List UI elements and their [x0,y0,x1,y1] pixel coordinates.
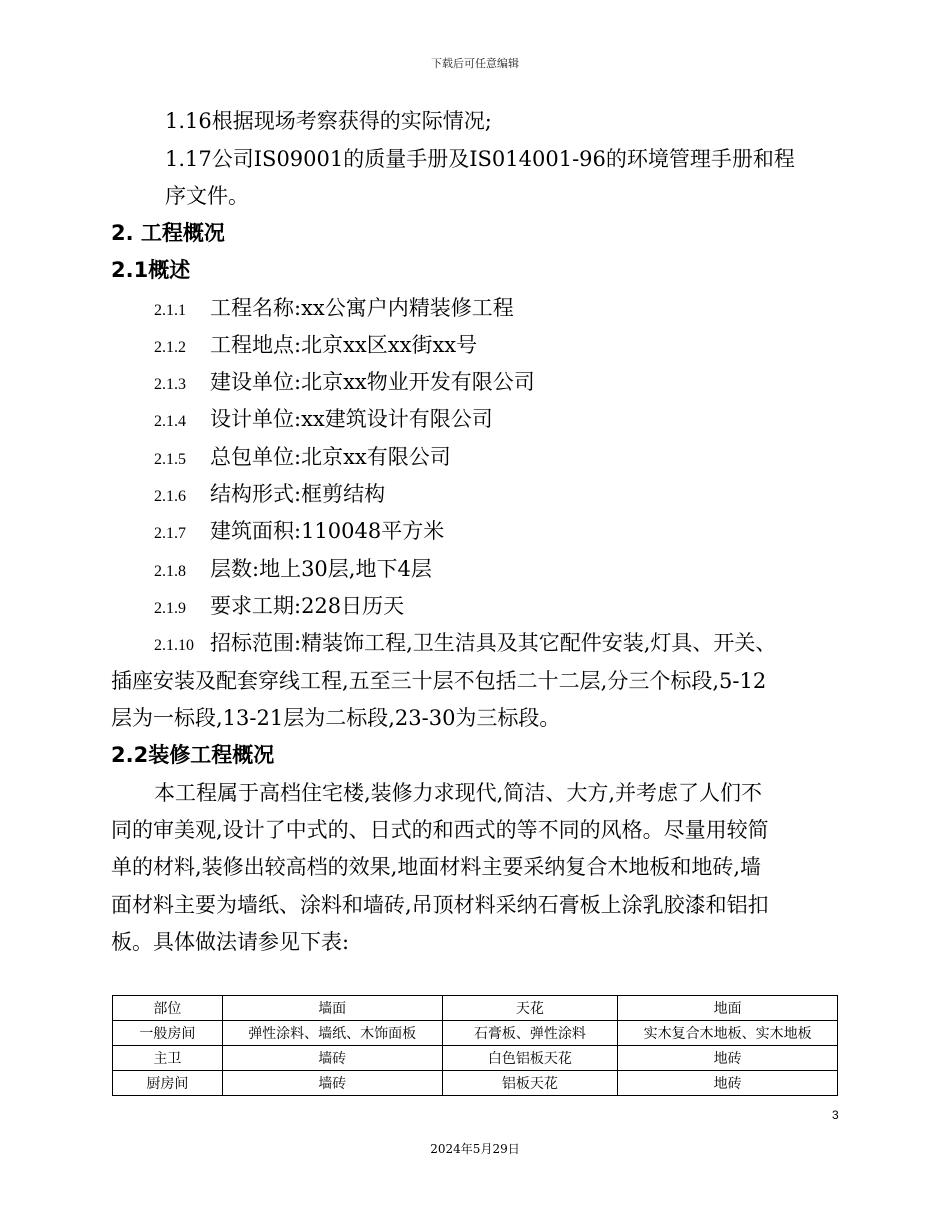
page-number: 3 [832,1108,839,1122]
table-header-cell: 天花 [442,996,618,1021]
item-text: 工程地点:北京xx区xx街xx号 [210,333,478,357]
item-number: 2.1.9 [154,600,186,617]
table-cell: 弹性涂料、墙纸、木饰面板 [222,1021,442,1046]
overview-item [154,521,444,542]
table-cell: 白色铝板天花 [442,1046,618,1071]
table-cell: 实木复合木地板、实木地板 [618,1021,838,1046]
finishes-table [112,995,838,1096]
item-number: 2.1.6 [154,488,186,505]
overview-item [154,559,432,580]
page-header: 下载后可任意编辑 [431,57,519,70]
clause-1-16: 1.16根据现场考察获得的实际情况; [165,109,492,133]
overview-item [154,409,493,430]
overview-item [154,447,451,468]
item-text: 建筑面积:110048平方米 [210,519,445,543]
overview-item [154,484,385,505]
clause-1-17: 1.17公司IS09001的质量手册及IS014001-96的环境管理手册和程 [165,147,795,171]
overview-item [154,298,514,319]
table-row [113,1021,838,1046]
table-cell: 地砖 [618,1071,838,1096]
paragraph-line: 本工程属于高档住宅楼,装修力求现代,简洁、大方,并考虑了人们不 [154,781,763,805]
item-text: 招标范围:精装饰工程,卫生洁具及其它配件安装,灯具、开关、 [210,631,777,655]
clause-1-17-cont: 序文件。 [165,184,249,208]
table-cell: 主卫 [113,1046,223,1071]
item-text: 层数:地上30层,地下4层 [210,557,432,581]
item-text: 建设单位:北京xx物业开发有限公司 [210,370,535,394]
item-number: 2.1.10 [154,637,194,654]
overview-item [154,335,477,356]
item-number: 2.1.7 [154,525,186,542]
table-row [113,996,838,1021]
page-footer-date: 2024年5月29日 [430,1142,520,1156]
overview-item [154,596,404,617]
item-number: 2.1.4 [154,413,186,430]
table-row [113,1046,838,1071]
item-number: 2.1.5 [154,451,186,468]
item-number: 2.1.8 [154,563,186,580]
table-cell: 一般房间 [113,1021,223,1046]
overview-item [154,372,535,393]
paragraph-line: 板。具体做法请参见下表: [111,930,350,954]
table-cell: 铝板天花 [442,1071,618,1096]
table-row [113,1071,838,1096]
item-text: 结构形式:框剪结构 [210,482,386,506]
table-cell: 墙砖 [222,1046,442,1071]
section-heading-2: 2. 工程概况 [111,221,225,245]
item-text: 要求工期:228日历天 [210,594,405,618]
section-heading-2-2: 2.2装修工程概况 [111,743,275,767]
item-number: 2.1.2 [154,339,186,356]
paragraph-line: 单的材料,装修出较高档的效果,地面材料主要采纳复合木地板和地砖,墙 [111,855,762,879]
table-cell: 墙砖 [222,1071,442,1096]
section-heading-2-1: 2.1概述 [111,258,191,282]
table-header-cell: 墙面 [222,996,442,1021]
scope-continuation: 层为一标段,13-21层为二标段,23-30为三标段。 [111,706,561,730]
paragraph-line: 面材料主要为墙纸、涂料和墙砖,吊顶材料采纳石膏板上涂乳胶漆和铝扣 [111,893,769,917]
item-number: 2.1.3 [154,376,186,393]
item-number: 2.1.1 [154,302,186,319]
table-cell: 地砖 [618,1046,838,1071]
table-cell: 厨房间 [113,1071,223,1096]
item-text: 总包单位:北京xx有限公司 [210,445,451,469]
table-header-cell: 部位 [113,996,223,1021]
overview-item [154,633,776,654]
table-header-cell: 地面 [618,996,838,1021]
item-text: 工程名称:xx公寓户内精装修工程 [210,296,514,320]
scope-continuation: 插座安装及配套穿线工程,五至三十层不包括二十二层,分三个标段,5-12 [111,669,767,693]
table-cell: 石膏板、弹性涂料 [442,1021,618,1046]
paragraph-line: 同的审美观,设计了中式的、日式的和西式的等不同的风格。尽量用较简 [111,818,769,842]
item-text: 设计单位:xx建筑设计有限公司 [210,407,493,431]
